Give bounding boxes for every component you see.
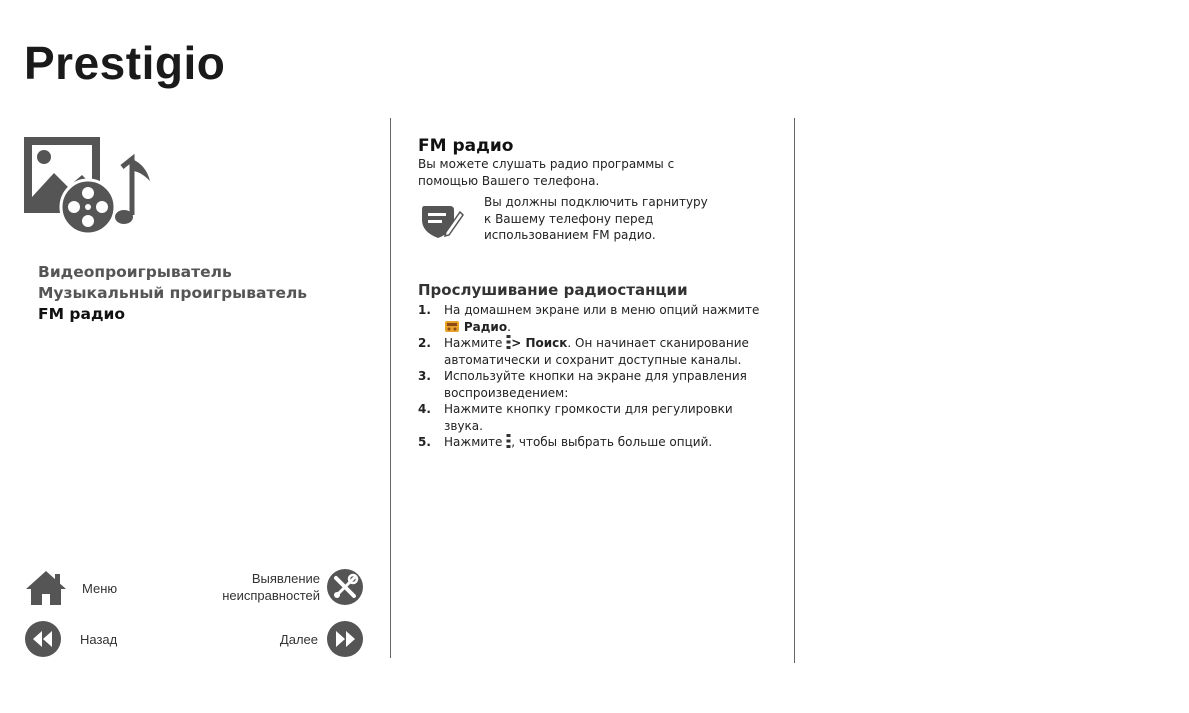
next-button[interactable] [280,620,364,658]
menu-label: Меню [82,580,118,596]
step-text: На домашнем экране или в меню опций нажмите [444,303,760,317]
troubleshooting-label-line2: неисправностей [222,588,320,603]
back-button[interactable] [24,620,117,658]
prestigio-logo: Prestigio [24,37,226,89]
step-number: 4. [418,402,431,416]
step-text-end: . [507,319,511,334]
radio-icon [444,319,460,333]
step-bold-text: Радио [463,319,508,334]
page-title: FM радио [418,136,514,156]
step-2 [418,335,763,368]
media-player-icon [24,135,164,235]
step-number: 2. [418,336,431,350]
fast-forward-icon [326,620,364,658]
home-icon [24,569,68,607]
step-text-end: . Он начинает сканирование автоматически и сохранит доступные каналы. [444,336,749,367]
note-text [484,194,734,244]
next-label: Далее [279,631,318,647]
note-pencil-icon [420,202,464,240]
step-text: Нажмите [444,336,507,350]
note-line-2: к Вашему телефону перед [484,211,654,226]
troubleshooting-label-line1: Выявление [251,571,320,586]
step-number: 1. [418,303,431,317]
note-line-3: использованием FM радио. [484,228,656,242]
steps-list [418,302,763,451]
step-1 [418,302,763,335]
note-block [418,194,763,252]
menu-button[interactable] [24,569,117,607]
step-text-end: , чтобы выбрать больше опций. [511,435,713,449]
step-text: Используйте кнопки на экране для управления воспроизведением: [444,369,747,400]
step-text: Нажмите кнопку громкости для регулировки звука. [444,402,733,433]
back-label: Назад [80,631,118,647]
sidebar-item-video-player[interactable]: Видеопроигрыватель [38,263,232,281]
tools-icon [326,568,364,606]
left-divider [390,118,391,658]
step-bold-text: > Поиск [511,336,568,350]
step-text: Нажмите [444,435,507,449]
sidebar-nav [38,262,307,325]
troubleshooting-button[interactable] [222,568,364,606]
step-number: 3. [418,369,431,383]
intro-text: Вы можете слушать радио программы с помощью Вашего телефона. [418,157,675,188]
sidebar-item-fm-radio[interactable]: FM радио [38,305,125,323]
step-5 [418,434,763,451]
step-3 [418,368,763,401]
sidebar-item-music-player[interactable]: Музыкальный проигрыватель [38,284,308,302]
rewind-icon [24,620,62,658]
step-4 [418,401,763,434]
note-line-1: Вы должны подключить гарнитуру [484,195,708,209]
right-divider [794,118,795,663]
section-title: Прослушивание радиостанции [418,281,688,299]
step-number: 5. [418,435,431,449]
content-panel [418,136,763,451]
